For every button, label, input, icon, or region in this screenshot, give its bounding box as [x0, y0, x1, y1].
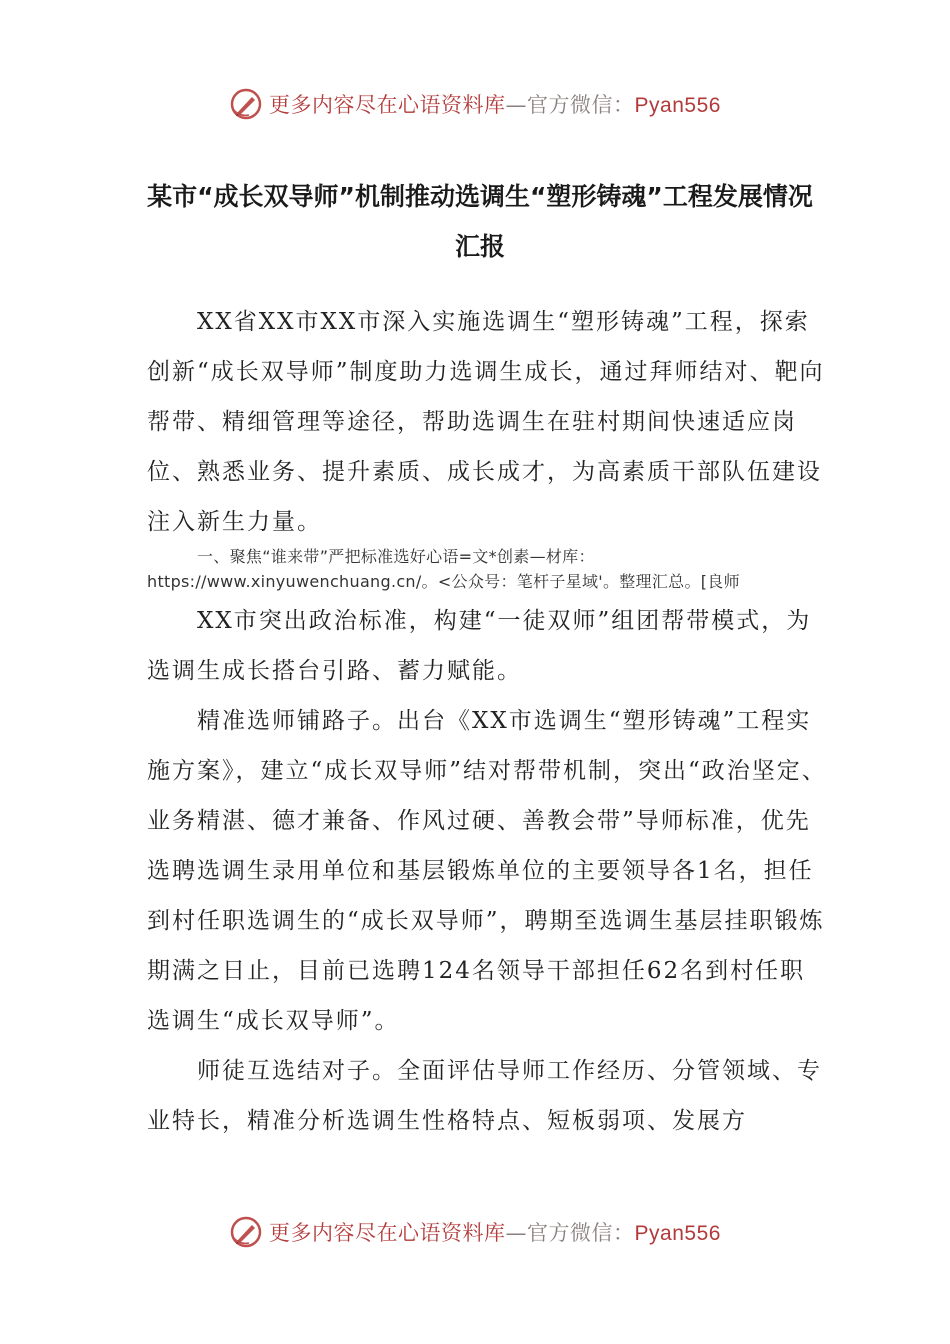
document-title: 某市“成长双导师”机制推动选调生“塑形铸魂”工程发展情况汇报	[147, 182, 813, 261]
banner-wechat-label: 官方微信：	[527, 1221, 635, 1245]
banner-text	[269, 89, 721, 119]
banner-text	[269, 1217, 721, 1247]
paragraph-select-mentors: 精准选师铺路子。出台《XX市选调生“塑形铸魂”工程实施方案》，建立“成长双导师”结对帮带机制，突出“政治坚定、业务精湛、德才兼备、作风过硬、善教会带”导师标准，优先选聘选调生录用单位和基层锻炼单位的主要领导各1名，担任到村任职选调生的“成长双导师”，聘期至选调生基层挂职锻炼期满之日止，目前已选聘124名领导干部担任62名到村任职选调生“成长双导师”。	[147, 708, 827, 1034]
document-body	[147, 297, 827, 1146]
section-heading-note: 一、聚焦“谁来带”严把标准选好心语=文*创素—材库：https://www.xinyuwenchuang.cn/。<公众号：笔杆子星域'。整理汇总。[良师	[147, 547, 740, 591]
header-watermark-banner	[0, 84, 950, 124]
banner-library-name: 更多内容尽在心语资料库	[269, 93, 506, 117]
pen-logo-icon	[229, 87, 263, 121]
footer-watermark-banner	[0, 1212, 950, 1252]
paragraph-section-intro: XX市突出政治标准，构建“一徒双师”组团帮带模式，为选调生成长搭台引路、蓄力赋能。	[147, 608, 812, 684]
banner-wechat-id: Pyan556	[634, 94, 721, 117]
banner-dash: —	[505, 1221, 528, 1245]
banner-dash: —	[505, 93, 528, 117]
paragraph-intro: XX省XX市XX市深入实施选调生“塑形铸魂”工程，探索创新“成长双导师”制度助力选调生成长，通过拜师结对、靶向帮带、精细管理等途径，帮助选调生在驻村期间快速适应岗位、熟悉业务、提升素质、成长成才，为高素质干部队伍建设注入新生力量。	[147, 309, 825, 535]
banner-wechat-label: 官方微信：	[527, 93, 635, 117]
banner-library-name: 更多内容尽在心语资料库	[269, 1221, 506, 1245]
pen-logo-icon	[229, 1215, 263, 1249]
paragraph-pairing: 师徒互选结对子。全面评估导师工作经历、分管领域、专业特长，精准分析选调生性格特点、短板弱项、发展方	[147, 1058, 822, 1134]
banner-wechat-id: Pyan556	[634, 1222, 721, 1245]
